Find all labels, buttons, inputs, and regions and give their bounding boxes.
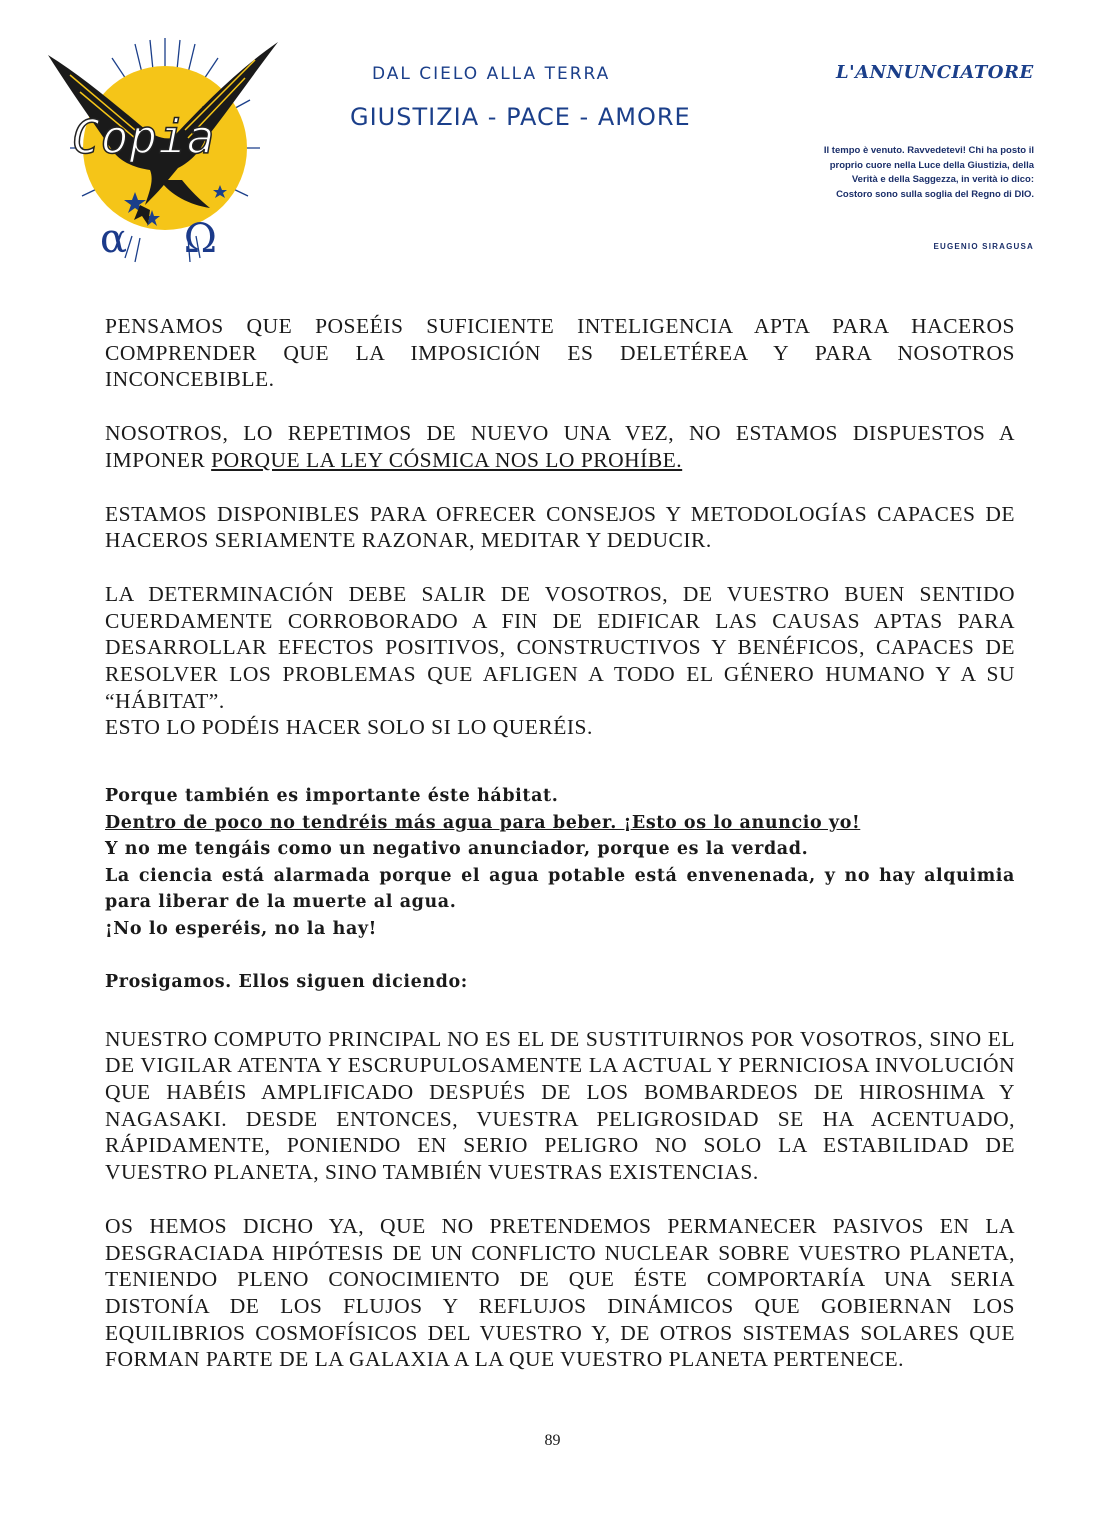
paragraph-4: LA DETERMINACIÓN DEBE SALIR DE VOSOTROS, DE VUESTRO BUEN SENTIDO CUERDAMENTE CORROBORADO A FIN DE EDIFICAR LAS CAUSAS APTAS PARA DESARROLLAR EFECTOS POSITIVOS, CONSTRUCTIVOS Y BENÉFICOS, CAPACES DE RESOLVER LOS PROBLEMAS QUE AFLIGEN A TODO EL GÉNERO HUMANO Y A SU “HÁBITAT”. [105,581,1015,713]
paragraph-5: NUESTRO COMPUTO PRINCIPAL NO ES EL DE SUSTITUIRNOS POR VOSOTROS, SINO EL DE VIGILAR ATENTA Y ESCRUPULOSAMENTE LA ACTUAL Y PERNICIOSA INVOLUCIÓN QUE HABÉIS AMPLIFICADO DESPUÉS DE LOS BOMBARDEOS DE HIROSHIMA Y NAGASAKI. DESDE ENTONCES, VUESTRA PELIGROSIDAD SE HA ACENTUADO, RÁPIDAMENTE, PONIENDO EN SERIO PELIGRO NO SOLO LA ESTABILIDAD DE VUESTRO PLANETA, SINO TAMBIÉN VUESTRAS EXISTENCIAS. [105,1026,1015,1185]
copy-watermark: Copia [72,110,216,164]
quote-author: EUGENIO SIRAGUSA [933,242,1034,251]
bold-line-1: Porque también es importante éste hábitat. [105,786,559,807]
alpha-omega-glyphs: α Ω [100,216,239,262]
header-subtitle: DAL CIELO ALLA TERRA [372,64,611,84]
bold-line-6: Prosigamos. Ellos siguen diciendo: [105,972,468,993]
paragraph-3: ESTAMOS DISPONIBLES PARA OFRECER CONSEJOS Y METODOLOGÍAS CAPACES DE HACEROS SERIAMENTE RAZONAR, MEDITAR Y DEDUCIR. [105,501,1015,553]
header-motto: GIUSTIZIA - PACE - AMORE [350,103,691,131]
body-content [105,313,1015,1373]
page-number: 89 [544,1432,561,1449]
bold-line-2: Dentro de poco no tendréis más agua para beber. ¡Esto os lo anuncio yo! [105,812,861,833]
paragraph-2 [105,420,1015,473]
paragraph-2-text: NOSOTROS, LO REPETIMOS DE NUEVO UNA VEZ, NO ESTAMOS DISPUESTOS A IMPONER [105,421,1015,472]
paragraph-4-last: ESTO LO PODÉIS HACER SOLO SI LO QUERÉIS. [105,715,593,740]
paragraph-6: OS HEMOS DICHO YA, QUE NO PRETENDEMOS PERMANECER PASIVOS EN LA DESGRACIADA HIPÓTESIS DE UN CONFLICTO NUCLEAR SOBRE VUESTRO PLANETA, TENIENDO PLENO CONOCIMIENTO DE QUE ÉSTE COMPORTARÍA UNA SERIA DISTONÍA DE LOS FLUJOS Y REFLUJOS DINÁMICOS QUE GOBIERNAN LOS EQUILIBRIOS COSMOFÍSICOS DEL VUESTRO Y, DE OTROS SISTEMAS SOLARES QUE FORMAN PARTE DE LA GALAXIA A LA QUE VUESTRO PLANETA PERTENECE. [105,1213,1015,1372]
publication-title: L'ANNUNCIATORE [836,62,1034,83]
header-quote: Il tempo è venuto. Ravvedetevi! Chi ha posto il proprio cuore nella Luce della Giustizia, della Verità e della Saggezza, in verità io dico: Costoro sono sulla soglia del Regno di DIO. [823,145,1034,200]
paragraph-1: PENSAMOS QUE POSEÉIS SUFICIENTE INTELIGENCIA APTA PARA HACEROS COMPRENDER QUE LA IMPOSICIÓN ES DELETÉREA Y PARA NOSOTROS INCONCEBIBLE. [105,314,1015,392]
bold-line-5: ¡No lo esperéis, no la hay! [105,918,377,939]
paragraph-2-underlined: PORQUE LA LEY CÓSMICA NOS LO PROHÍBE. [211,447,683,472]
bold-line-4: La ciencia está alarmada porque el agua potable está envenenada, y no hay alquimia para liberar de la muerte al agua. [105,865,1015,913]
bold-line-3: Y no me tengáis como un negativo anunciador, porque es la verdad. [105,839,809,860]
